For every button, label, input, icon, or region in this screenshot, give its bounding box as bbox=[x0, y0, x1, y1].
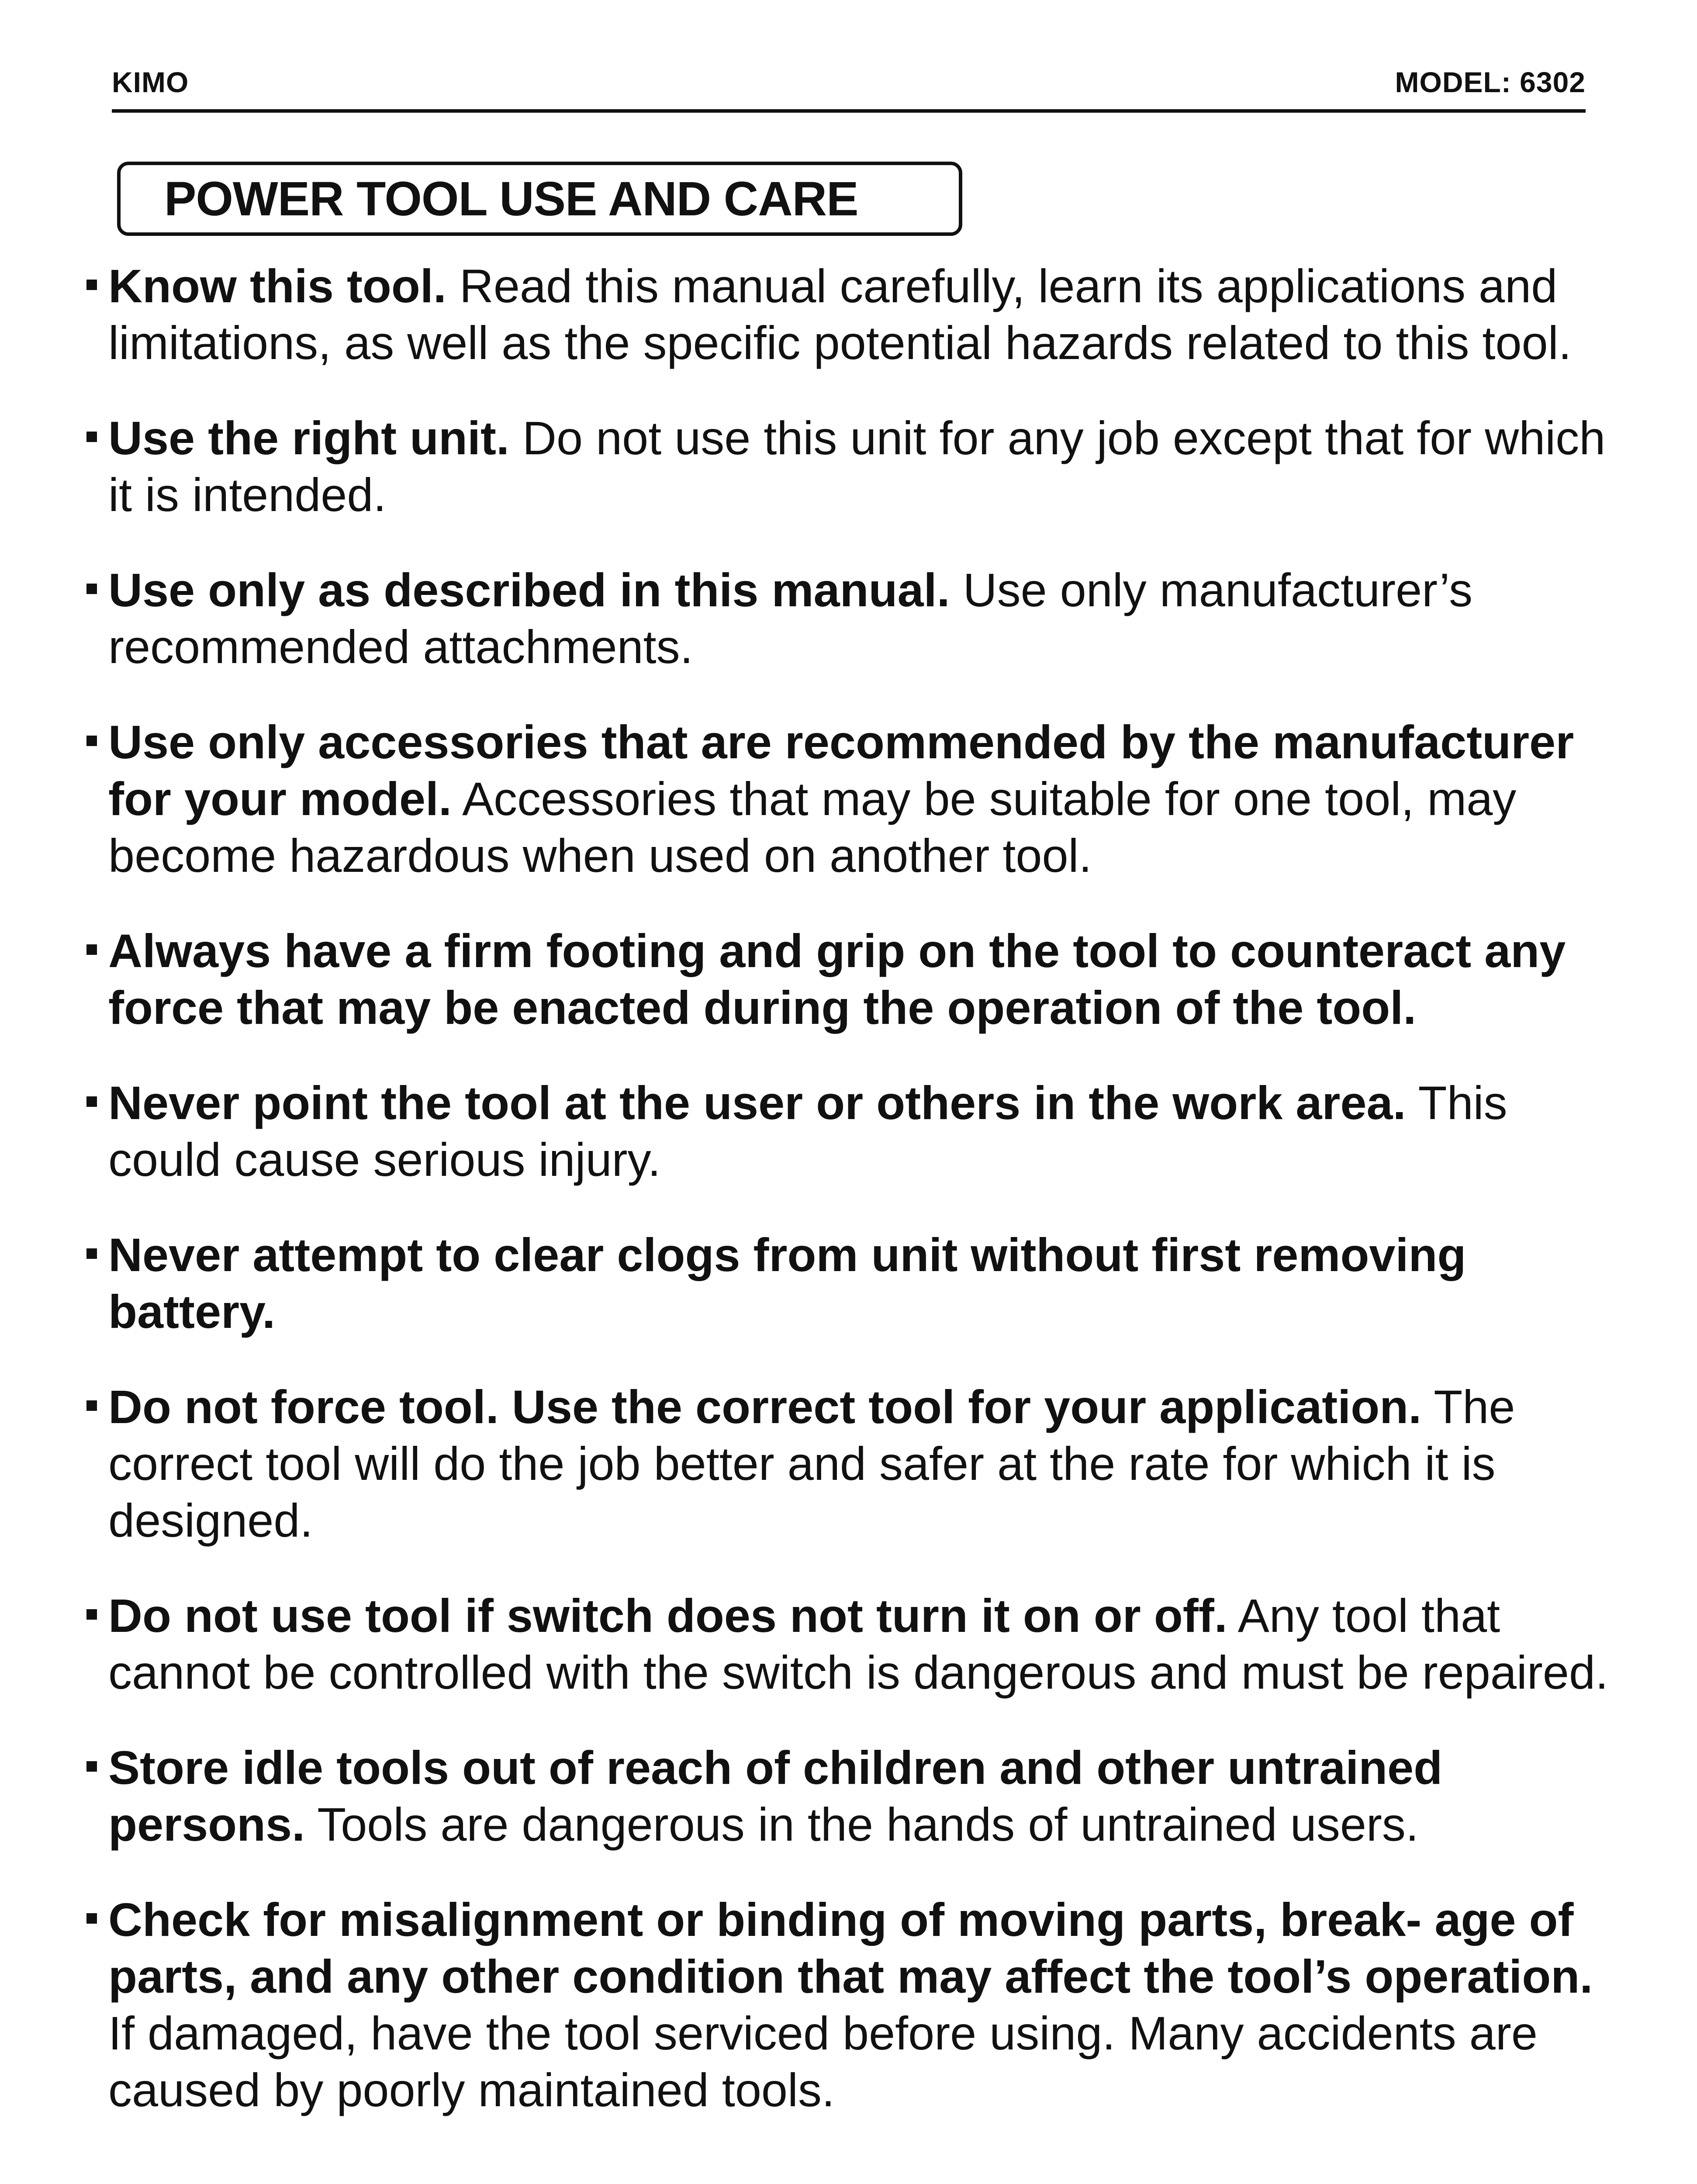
safety-rule-item bbox=[79, 1227, 1616, 1340]
safety-rule-item bbox=[79, 1891, 1616, 2118]
safety-rule-item bbox=[79, 1739, 1616, 1853]
square-bullet-icon bbox=[86, 1913, 97, 1924]
brand-name: KIMO bbox=[112, 66, 189, 98]
rule-heading: Use only as described in this manual. bbox=[108, 563, 950, 616]
square-bullet-icon bbox=[86, 1096, 97, 1107]
rule-heading: Store idle tools out of reach of children and other untrained persons. bbox=[108, 1741, 1443, 1851]
rule-heading: Check for misalignment or binding of moving parts, break- age of parts, and any other condition that may affect the tool’s operation. bbox=[108, 1893, 1593, 2003]
square-bullet-icon bbox=[86, 736, 97, 746]
rule-heading: Always have a firm footing and grip on the tool to counteract any force that may be enacted during the operation of the tool. bbox=[108, 924, 1566, 1034]
safety-rule-item bbox=[79, 714, 1616, 884]
rule-description: Use only manufacturer’s recommended attachments. bbox=[108, 563, 1473, 673]
rule-description: This could cause serious injury. bbox=[108, 1076, 1507, 1186]
rule-heading: Use only accessories that are recommended by the manufacturer for your model. bbox=[108, 715, 1574, 825]
square-bullet-icon bbox=[86, 1609, 97, 1620]
square-bullet-icon bbox=[86, 280, 97, 290]
rule-description: Any tool that cannot be controlled with the switch is dangerous and must be repaired. bbox=[108, 1589, 1609, 1699]
square-bullet-icon bbox=[86, 584, 97, 594]
square-bullet-icon bbox=[86, 432, 97, 442]
rule-description: If damaged, have the tool serviced before using. Many accidents are caused by poorly maintained tools. bbox=[108, 2007, 1538, 2116]
rule-description: Tools are dangerous in the hands of untrained users. bbox=[305, 1798, 1419, 1851]
safety-rule-item bbox=[79, 1379, 1616, 1549]
page-header bbox=[112, 61, 1586, 113]
safety-rule-item bbox=[79, 1075, 1616, 1188]
rule-heading: Use the right unit. bbox=[108, 411, 509, 464]
rule-heading: Never point the tool at the user or others in the work area. bbox=[108, 1076, 1406, 1129]
safety-rule-item bbox=[79, 1587, 1616, 1701]
section-title-box bbox=[117, 162, 962, 236]
rule-description: Accessories that may be suitable for one tool, may become hazardous when used on another tool. bbox=[108, 772, 1517, 882]
square-bullet-icon bbox=[86, 944, 97, 955]
section-title: POWER TOOL USE AND CARE bbox=[164, 172, 858, 226]
safety-rule-list bbox=[79, 258, 1616, 2118]
model-number: MODEL: 6302 bbox=[1395, 66, 1586, 98]
square-bullet-icon bbox=[86, 1761, 97, 1772]
rule-heading: Never attempt to clear clogs from unit without first removing battery. bbox=[108, 1228, 1466, 1338]
rule-heading: Do not force tool. Use the correct tool for your application. bbox=[108, 1380, 1422, 1433]
safety-rule-item bbox=[79, 923, 1616, 1036]
safety-rule-item bbox=[79, 258, 1616, 371]
safety-rule-item bbox=[79, 410, 1616, 523]
square-bullet-icon bbox=[86, 1400, 97, 1411]
rule-description: Read this manual carefully, learn its applications and limitations, as well as the specific potential hazards related to this tool. bbox=[108, 259, 1572, 369]
rule-description: The correct tool will do the job better and safer at the rate for which it is designed. bbox=[108, 1380, 1515, 1547]
safety-rule-item bbox=[79, 562, 1616, 675]
square-bullet-icon bbox=[86, 1248, 97, 1259]
rule-description: Do not use this unit for any job except that for which it is intended. bbox=[108, 411, 1606, 521]
rule-heading: Do not use tool if switch does not turn it on or off. bbox=[108, 1589, 1227, 1642]
rule-heading: Know this tool. bbox=[108, 259, 446, 312]
